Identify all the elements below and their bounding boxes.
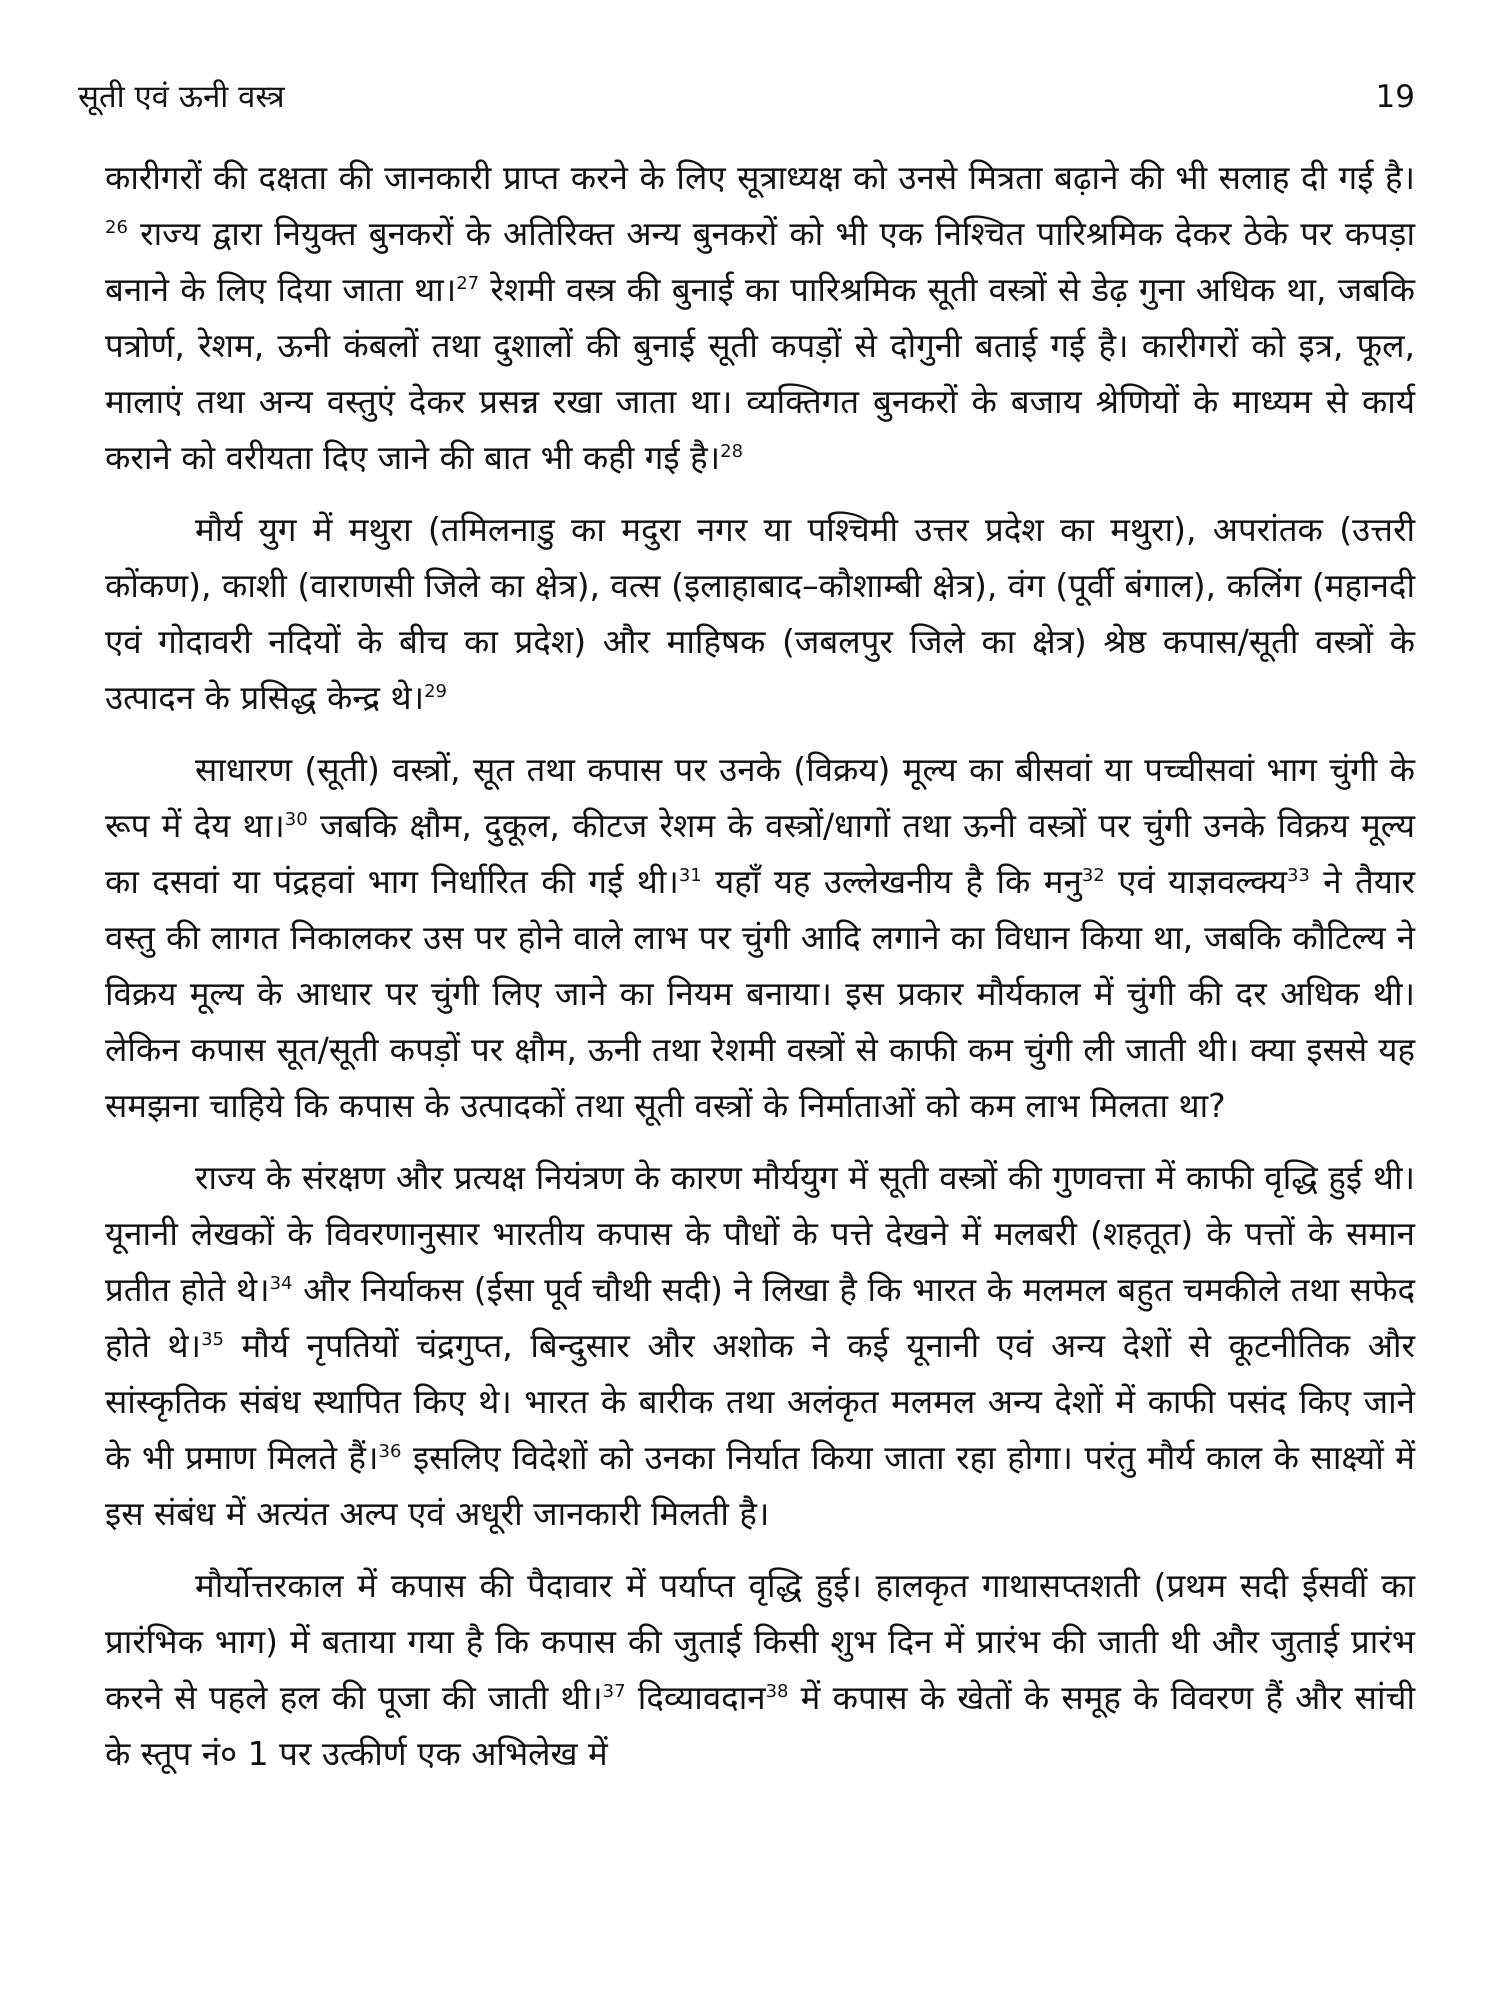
paragraph: [105, 502, 1415, 726]
footnote-ref: 28: [720, 441, 744, 462]
footnote-ref: 37: [602, 1681, 626, 1702]
paragraph: [105, 1150, 1415, 1542]
paragraph-text: और निर्याकस (ईसा पूर्व चौथी सदी) ने लिखा है कि भारत के मलमल बहुत चमकीले तथा सफेद होते थे।: [105, 1270, 1415, 1365]
footnote-ref: 27: [456, 273, 480, 294]
paragraph-text: मौर्य युग में मथुरा (तमिलनाडु का मदुरा नगर या पश्चिमी उत्तर प्रदेश का मथुरा), अपरांतक (उत्तरी कोंकण), काशी (वाराणसी जिले का क्षेत्र), वत्स (इलाहाबाद–कौशाम्बी क्षेत्र), वंग (पूर्वी बंगाल), कलिंग (महानदी एवं गोदावरी नदियों के बीच का प्रदेश) और माहिषक (जबलपुर जिले का क्षेत्र) श्रेष्ठ कपास/सूती वस्त्रों के उत्पादन के प्रसिद्ध केन्द्र थे।: [105, 510, 1415, 717]
chapter-title: सूती एवं ऊनी वस्त्र: [78, 79, 285, 115]
footnote-ref: 26: [105, 217, 128, 238]
running-header: [78, 72, 1415, 122]
paragraph: [105, 1558, 1415, 1782]
paragraph: [105, 150, 1415, 486]
paragraph-text: यहाँ यह उल्लेखनीय है कि मनु: [701, 862, 1082, 901]
paragraph-text: इसलिए विदेशों को उनका निर्यात किया जाता रहा होगा। परंतु मौर्य काल के साक्ष्यों में इस संबंध में अत्यंत अल्प एवं अधूरी जानकारी मिलती है।: [105, 1438, 1415, 1533]
footnote-ref: 32: [1081, 865, 1105, 886]
paragraph-text: राज्य के संरक्षण और प्रत्यक्ष नियंत्रण के कारण मौर्ययुग में सूती वस्त्रों की गुणवत्ता में काफी वृद्धि हुई थी। यूनानी लेखकों के विवरणानुसार भारतीय कपास के पौधों के पत्ते देखने में मलबरी (शहतूत) के पत्तों के समान प्रतीत होते थे।: [105, 1158, 1415, 1309]
paragraph-text: जबकि क्षौम, दुकूल, कीटज रेशम के वस्त्रों/धागों तथा ऊनी वस्त्रों पर चुंगी उनके विक्रय मूल्य का दसवां या पंद्रहवां भाग निर्धारित की गई थी।: [105, 806, 1415, 901]
footnote-ref: 36: [378, 1441, 402, 1462]
paragraph: [105, 742, 1415, 1134]
paragraph-text: मौर्य नृपतियों चंद्रगुप्त, बिन्दुसार और अशोक ने कई यूनानी एवं अन्य देशों से कूटनीतिक और सांस्कृतिक संबंध स्थापित किए थे। भारत के बारीक तथा अलंकृत मलमल अन्य देशों में काफी पसंद किए जाने के भी प्रमाण मिलते हैं।: [105, 1326, 1415, 1477]
page-number: 19: [1375, 79, 1415, 115]
footnote-ref: 29: [424, 681, 447, 702]
paragraph-text: राज्य द्वारा नियुक्त बुनकरों के अतिरिक्त अन्य बुनकरों को भी एक निश्चित पारिश्रमिक देकर ठेके पर कपड़ा बनाने के लिए दिया जाता था।: [105, 214, 1415, 309]
footnote-ref: 31: [678, 865, 702, 886]
paragraph-text: कारीगरों की दक्षता की जानकारी प्राप्त करने के लिए सूत्राध्यक्ष को उनसे मित्रता बढ़ाने की भी सलाह दी गई है।: [105, 158, 1415, 197]
paragraph-text: दिव्यावदान: [625, 1678, 766, 1717]
footnote-ref: 33: [1286, 865, 1310, 886]
footnote-ref: 30: [284, 809, 308, 830]
paragraph-text: में कपास के खेतों के समूह के विवरण हैं और सांची के स्तूप नं० 1 पर उत्कीर्ण एक अभिलेख में: [105, 1678, 1415, 1773]
footnote-ref: 34: [269, 1273, 293, 1294]
paragraph-text: मौर्योत्तरकाल में कपास की पैदावार में पर्याप्त वृद्धि हुई। हालकृत गाथासप्तशती (प्रथम सदी ईसवीं का प्रारंभिक भाग) में बताया गया है कि कपास की जुताई किसी शुभ दिन में प्रारंभ की जाती थी और जुताई प्रारंभ करने से पहले हल की पूजा की जाती थी।: [105, 1566, 1415, 1717]
paragraph-text: रेशमी वस्त्र की बुनाई का पारिश्रमिक सूती वस्त्रों से डेढ़ गुना अधिक था, जबकि पत्रोर्ण, रेशम, ऊनी कंबलों तथा दुशालों की बुनाई सूती कपड़ों से दोगुनी बताई गई है। कारीगरों को इत्र, फूल, मालाएं तथा अन्य वस्तुएं देकर प्रसन्न रखा जाता था। व्यक्तिगत बुनकरों के बजाय श्रेणियों के माध्यम से कार्य कराने को वरीयता दिए जाने की बात भी कही गई है।: [105, 270, 1415, 477]
footnote-ref: 35: [201, 1329, 224, 1350]
body-text: [105, 150, 1415, 1798]
footnote-ref: 38: [765, 1681, 789, 1702]
paragraph-text: एवं याज्ञवल्क्य: [1104, 862, 1287, 901]
paragraph-text: साधारण (सूती) वस्त्रों, सूत तथा कपास पर उनके (विक्रय) मूल्य का बीसवां या पच्चीसवां भाग चुंगी के रूप में देय था।: [105, 750, 1415, 845]
paragraph-text: ने तैयार वस्तु की लागत निकालकर उस पर होने वाले लाभ पर चुंगी आदि लगाने का विधान किया था, जबकि कौटिल्य ने विक्रय मूल्य के आधार पर चुंगी लिए जाने का नियम बनाया। इस प्रकार मौर्यकाल में चुंगी की दर अधिक थी। लेकिन कपास सूत/सूती कपड़ों पर क्षौम, ऊनी तथा रेशमी वस्त्रों से काफी कम चुंगी ली जाती थी। क्या इससे यह समझना चाहिये कि कपास के उत्पादकों तथा सूती वस्त्रों के निर्माताओं को कम लाभ मिलता था?: [105, 862, 1415, 1125]
